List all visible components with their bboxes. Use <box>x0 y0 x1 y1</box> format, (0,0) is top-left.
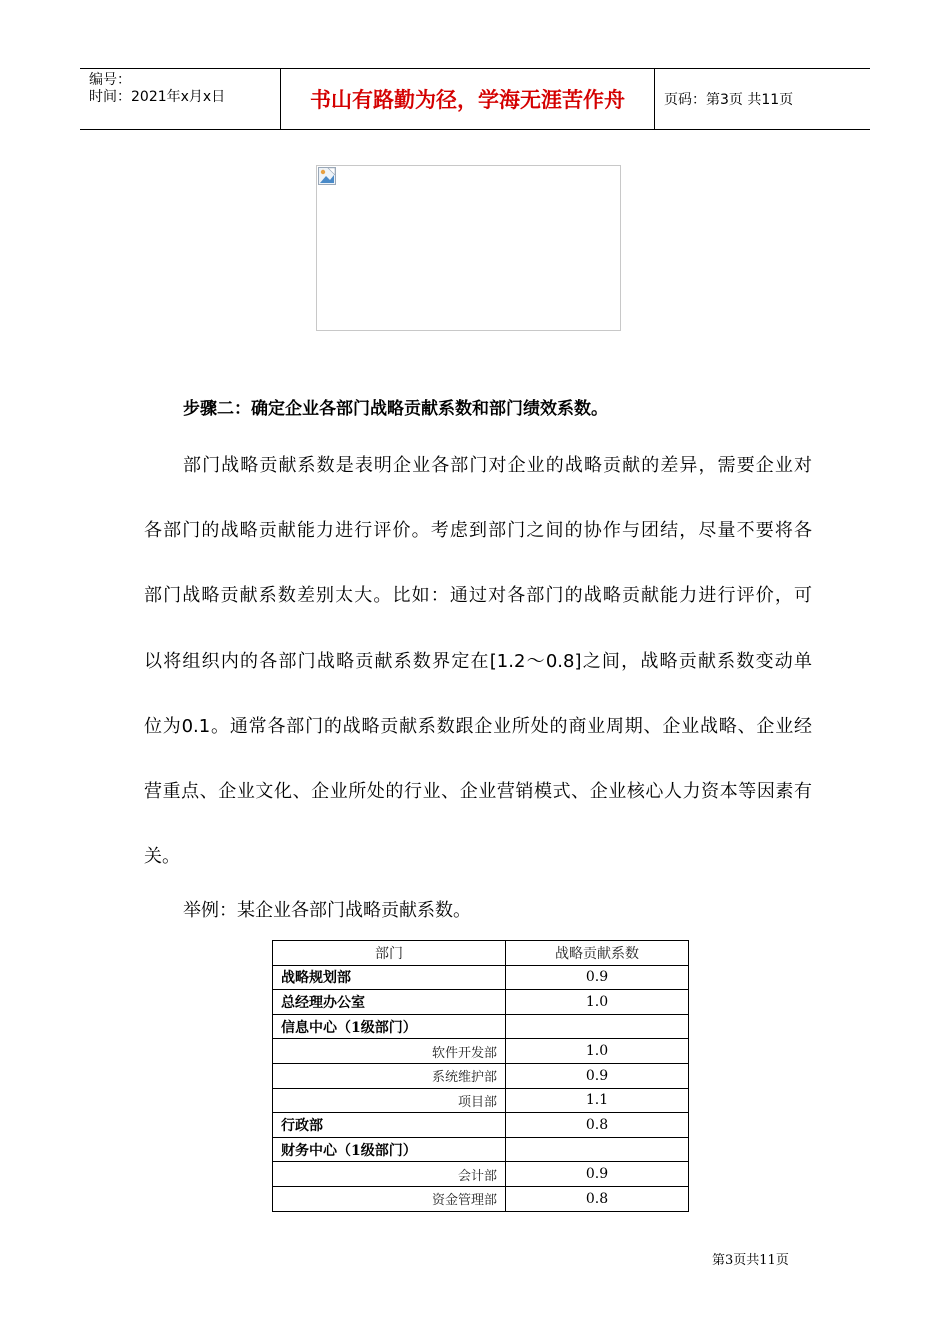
step-title: 步骤二：确定企业各部门战略贡献系数和部门绩效系数。 <box>183 399 608 419</box>
dept-cell: 战略规划部 <box>273 965 506 990</box>
table-row <box>273 1162 689 1187</box>
table-row <box>273 965 689 990</box>
table-row <box>273 1137 689 1162</box>
paragraph-line: 位为0.1。通常各部门的战略贡献系数跟企业所处的商业周期、企业战略、企业经 <box>144 716 812 737</box>
example-label: 举例：某企业各部门战略贡献系数。 <box>183 900 471 921</box>
table-row <box>273 1186 689 1211</box>
table-row <box>273 990 689 1015</box>
department-coefficient-table <box>272 940 689 1212</box>
table-row <box>273 1088 689 1113</box>
header-meta <box>80 69 281 129</box>
page-footer: 第3页共11页 <box>712 1253 789 1268</box>
paragraph-line: 各部门的战略贡献能力进行评价。考虑到部门之间的协作与团结，尽量不要将各 <box>144 520 812 541</box>
paragraph-line: 部门战略贡献系数差别太大。比如：通过对各部门的战略贡献能力进行评价，可 <box>144 585 812 606</box>
number-label: 编号： <box>89 72 131 88</box>
value-cell: 0.9 <box>506 965 689 990</box>
paragraph-line: 以将组织内的各部门战略贡献系数界定在[1.2～0.8]之间，战略贡献系数变动单 <box>144 651 812 672</box>
table-row <box>273 1113 689 1138</box>
header-motto: 书山有路勤为径，学海无涯苦作舟 <box>281 69 655 129</box>
value-cell: 0.8 <box>506 1186 689 1211</box>
page-header <box>80 68 870 130</box>
dept-cell: 资金管理部 <box>273 1186 506 1211</box>
time-label: 时间：2021年x月x日 <box>89 89 226 105</box>
dept-cell: 总经理办公室 <box>273 990 506 1015</box>
value-cell: 1.0 <box>506 990 689 1015</box>
dept-cell: 信息中心（1级部门） <box>273 1014 506 1039</box>
broken-image-placeholder <box>316 165 621 331</box>
value-cell: 0.9 <box>506 1162 689 1187</box>
table-header-row <box>273 941 689 966</box>
paragraph-line: 关。 <box>144 846 180 867</box>
table-row <box>273 1014 689 1039</box>
value-cell: 0.8 <box>506 1113 689 1138</box>
paragraph-line: 营重点、企业文化、企业所处的行业、企业营销模式、企业核心人力资本等因素有 <box>144 781 812 802</box>
table-row <box>273 1039 689 1064</box>
dept-cell: 软件开发部 <box>273 1039 506 1064</box>
value-cell: 1.0 <box>506 1039 689 1064</box>
table-row <box>273 1063 689 1088</box>
dept-cell: 项目部 <box>273 1088 506 1113</box>
header-page-number: 页码：第3页 共11页 <box>664 92 794 108</box>
value-cell <box>506 1137 689 1162</box>
value-cell <box>506 1014 689 1039</box>
broken-image-icon <box>318 167 336 185</box>
dept-cell: 行政部 <box>273 1113 506 1138</box>
dept-cell: 系统维护部 <box>273 1063 506 1088</box>
header-coefficient: 战略贡献系数 <box>506 941 689 966</box>
dept-cell: 财务中心（1级部门） <box>273 1137 506 1162</box>
value-cell: 1.1 <box>506 1088 689 1113</box>
header-dept: 部门 <box>273 941 506 966</box>
dept-cell: 会计部 <box>273 1162 506 1187</box>
paragraph-line: 部门战略贡献系数是表明企业各部门对企业的战略贡献的差异，需要企业对 <box>183 455 812 476</box>
value-cell: 0.9 <box>506 1063 689 1088</box>
